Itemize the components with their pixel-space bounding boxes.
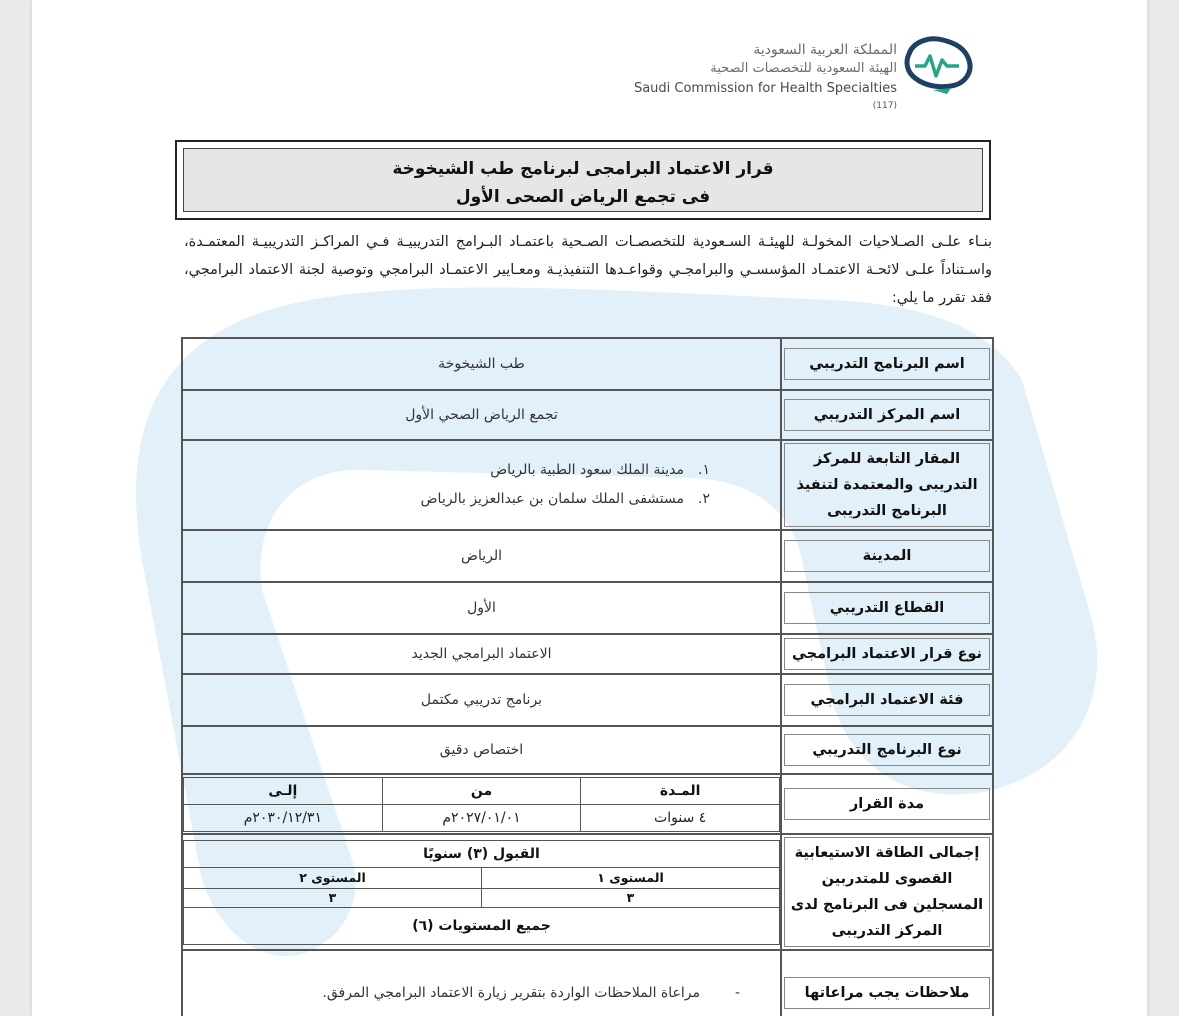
notes-list — [183, 985, 780, 1001]
duration-label: مدة القرار — [784, 788, 990, 820]
program-name-label: اسم البرنامج التدريبي — [784, 348, 990, 380]
program-type-label: نوع البرنامج التدريبي — [784, 734, 990, 766]
sites-list — [183, 446, 780, 524]
duration-period-value: ٤ سنوات — [581, 804, 780, 831]
category-value: برنامج تدريبي مكتمل — [420, 692, 543, 708]
duration-subtable — [183, 777, 780, 832]
center-name-label: اسم المركز التدريبي — [784, 399, 990, 431]
list-item: ١.مدينة الملك سعود الطبية بالرياض — [490, 462, 710, 478]
org-name-ar-line1: المملكة العربية السعودية — [753, 42, 897, 58]
capacity-level2-label: المستوى ٢ — [184, 867, 482, 888]
capacity-subtable — [183, 840, 780, 945]
capacity-level1-label: المستوى ١ — [482, 867, 780, 888]
sector-label: القطاع التدريبي — [784, 592, 990, 624]
city-label: المدينة — [784, 540, 990, 572]
table-row — [182, 338, 993, 390]
intro-paragraph: بنـاء علـى الصـلاحيات المخولـة للهيئـة السـعودية للتخصصـات الصـحية باعتمـاد البـرامج التدريبيـة فـي المراكـز التدريبيـة المعتمـدة، واسـتناداً علـى لائحـة الاعتمـاد المؤسسـي والبرامجـي وقواعـدها التنفيذيـة ومعـايير الاعتمـاد البرامجي وتوصية لجنة الاعتماد البرامجي، فقد تقرر ما يلي: — [184, 234, 992, 306]
table-row — [182, 390, 993, 440]
org-name-en: Saudi Commission for Health Specialties — [633, 81, 897, 96]
duration-period-header: المـدة — [581, 777, 780, 804]
capacity-level2-value: ٣ — [184, 888, 482, 907]
table-row — [182, 834, 993, 950]
org-code: (117) — [872, 101, 897, 111]
table-row — [182, 582, 993, 634]
sector-value: الأول — [467, 600, 496, 616]
capacity-level1-value: ٣ — [482, 888, 780, 907]
capacity-label: إجمالى الطاقة الاستيعابية القصوى للمتدربين المسجلين فى البرنامج لدى المركز التدريبى — [784, 837, 990, 947]
scfhs-emblem-icon — [899, 34, 975, 96]
duration-from-header: من — [382, 777, 581, 804]
title-line-1: قرار الاعتماد البرامجى لبرنامج طب الشيخوخة — [392, 159, 774, 179]
table-row — [182, 726, 993, 774]
list-item: ٢.مستشفى الملك سلمان بن عبدالعزيز بالرياض — [420, 491, 710, 507]
document-page — [32, 0, 1147, 1016]
table-row — [182, 530, 993, 582]
table-row — [182, 774, 993, 834]
capacity-admission: القبول (٣) سنويًا — [184, 840, 780, 867]
duration-to-value: ٢٠٣٠/١٢/٣١م — [184, 804, 383, 831]
duration-to-header: إلـى — [184, 777, 383, 804]
notes-label: ملاحظات يجب مراعاتها — [784, 977, 990, 1009]
list-item: -مراعاة الملاحظات الواردة بتقرير زيارة الاعتماد البرامجي المرفق. — [322, 985, 740, 1001]
accreditation-table — [181, 337, 994, 1016]
table-row — [182, 634, 993, 674]
program-type-value: اختصاص دقيق — [439, 742, 524, 758]
org-name-ar-line2: الهيئة السعودية للتخصصات الصحية — [710, 61, 897, 76]
capacity-total: جميع المستويات (٦) — [184, 907, 780, 944]
title-line-2: فى تجمع الرياض الصحى الأول — [455, 187, 711, 207]
decision-title-box — [175, 140, 991, 220]
duration-from-value: ٢٠٢٧/٠١/٠١م — [382, 804, 581, 831]
table-row — [182, 674, 993, 726]
header-logo — [635, 34, 975, 118]
center-name-value: تجمع الرياض الصحي الأول — [405, 407, 558, 423]
table-row — [182, 440, 993, 530]
decision-type-label: نوع قرار الاعتماد البرامجي — [784, 638, 990, 670]
program-name-value: طب الشيخوخة — [438, 356, 525, 372]
decision-type-value: الاعتماد البرامجي الجديد — [411, 646, 552, 662]
sites-label: المقار التابعة للمركز التدريبى والمعتمدة لتنفيذ البرنامج التدريبى — [784, 443, 990, 527]
category-label: فئة الاعتماد البرامجي — [784, 684, 990, 716]
city-value: الرياض — [461, 548, 502, 564]
table-row — [182, 950, 993, 1016]
